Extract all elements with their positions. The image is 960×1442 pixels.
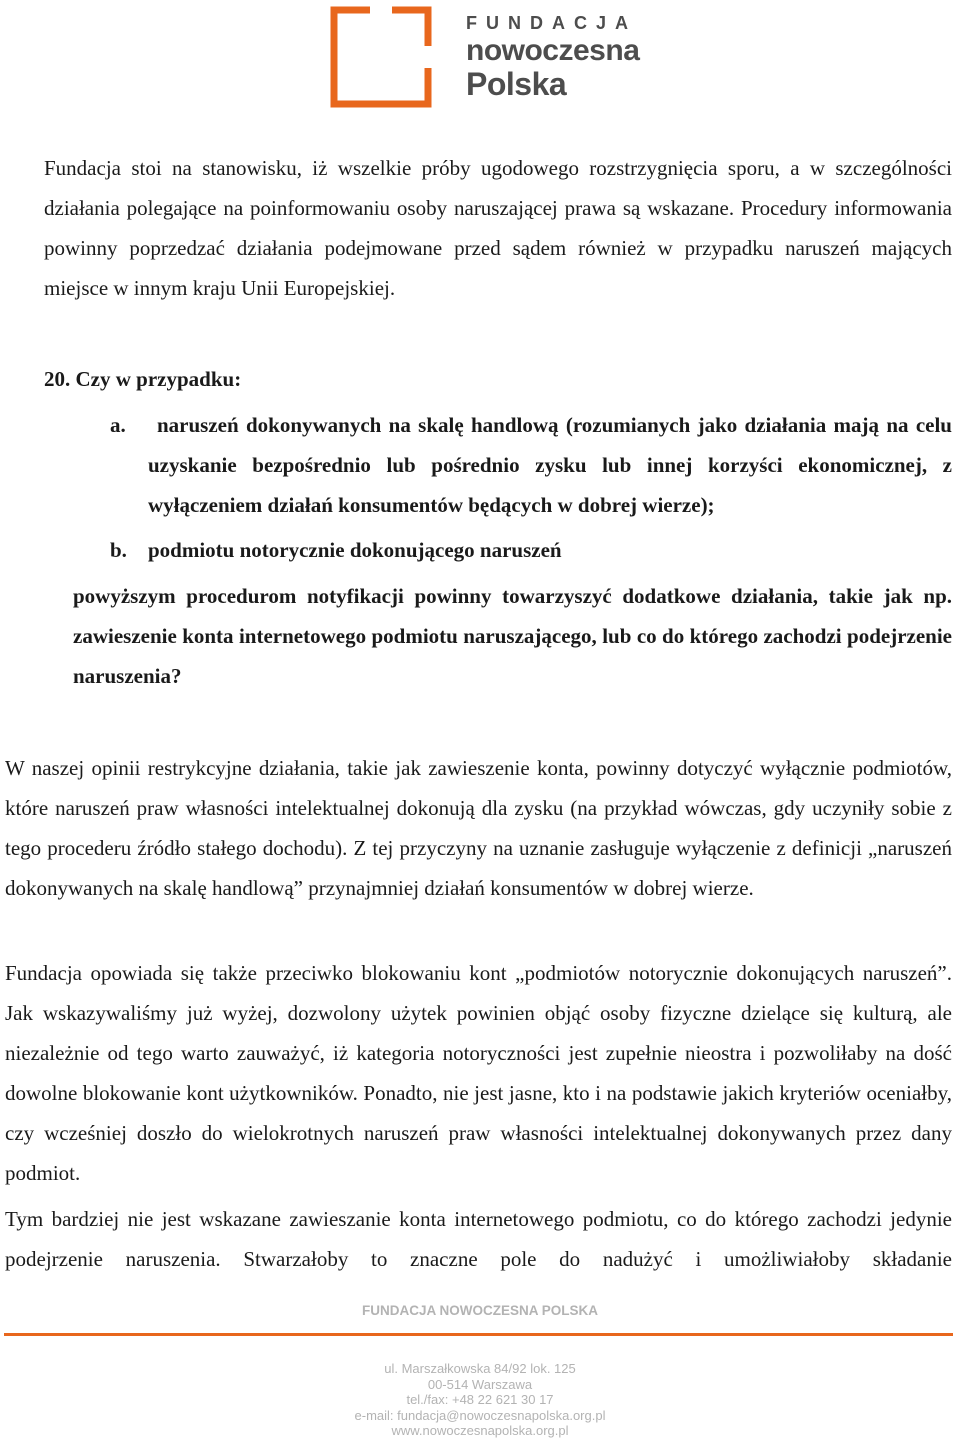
question-tail: powyższym procedurom notyfikacji powinny towarzyszyć dodatkowe działania, takie jak np. zawieszenie konta internetowego podmiotu naruszającego, lub co do którego zachodzi podejrzenie naruszenia? — [73, 584, 952, 688]
paragraph-notorious: Fundacja opowiada się także przeciwko blokowaniu kont „podmiotów notorycznie dokonujących naruszeń”. Jak wskazywaliśmy już wyżej, dozwolony użytek powinien objąć osoby fizyczne dzielące się kulturą, ale niezależnie od tego warto zauważyć, iż kategoria notoryczności jest zupełnie nieostra i pozwoliłaby na dość dowolne blokowanie kont użytkowników. Ponadto, nie jest jasne, kto i na podstawie jakich kryteriów oceniałby, czy wcześniej doszło do wielokrotnych naruszeń praw własności intelektualnej dokonywanych przez dany podmiot. — [5, 961, 952, 1185]
logo-line-polska: Polska — [466, 66, 567, 102]
item-a-text: naruszeń dokonywanych na skalę handlową (rozumianych jako działania mają na celu uzyskanie bezpośrednio lub pośrednio zysku lub innej korzyści ekonomicznej, z wyłączeniem działań konsumentów będących w dobrej wierze); — [148, 413, 952, 517]
footer-divider — [4, 1333, 953, 1336]
footer-postal: 00-514 Warszawa — [427, 1376, 533, 1392]
footer-website[interactable]: www.nowoczesnapolska.org.pl — [391, 1423, 569, 1438]
footer-contact — [0, 1361, 960, 1439]
paragraph-suspension: Tym bardziej nie jest wskazane zawieszanie konta internetowego podmiotu, co do którego zachodzi jedynie podejrzenie naruszenia. Stwarzałoby to znaczne pole do nadużyć i umożliwiałoby składanie — [5, 1207, 952, 1271]
foundation-logo — [330, 6, 640, 108]
footer-phone: tel./fax: +48 22 621 30 17 — [406, 1392, 554, 1407]
question-heading: 20. Czy w przypadku: — [44, 367, 242, 391]
logo-bracket-icon — [330, 6, 432, 108]
logo-line-fundacja: FUNDACJA — [466, 13, 637, 33]
item-b-marker: b. — [110, 538, 127, 562]
paragraph-intro: Fundacja stoi na stanowisku, iż wszelkie próby ugodowego rozstrzygnięcia sporu, a w szczególności działania polegające na poinformowaniu osoby naruszającej prawa są wskazane. Procedury informowania powinny poprzedzać działania podejmowane przed sądem również w przypadku naruszeń mających miejsce w innym kraju Unii Europejskiej. — [44, 156, 952, 300]
item-a-marker: a. — [110, 413, 126, 437]
logo-wordmark — [466, 14, 639, 100]
paragraph-opinion: W naszej opinii restrykcyjne działania, takie jak zawieszenie konta, powinny dotyczyć wyłącznie podmiotów, które naruszeń praw własności intelektualnej dokonują dla zysku (na przykład wówczas, gdy uczyniły sobie z tego procederu źródło stałego dochodu). Z tej przyczyny na uznanie zasługuje wyłączenie z definicji „naruszeń dokonywanych na skalę handlową” przynajmniej działań konsumentów w dobrej wierze. — [5, 756, 952, 900]
footer-address: ul. Marszałkowska 84/92 lok. 125 — [384, 1361, 576, 1376]
footer-org-name: FUNDACJA NOWOCZESNA POLSKA — [362, 1303, 598, 1318]
logo-line-nowoczesna: nowoczesna — [466, 34, 640, 67]
footer-email[interactable]: e-mail: fundacja@nowoczesnapolska.org.pl — [354, 1407, 606, 1423]
item-b-text: podmiotu notorycznie dokonującego naruszeń — [148, 538, 562, 562]
